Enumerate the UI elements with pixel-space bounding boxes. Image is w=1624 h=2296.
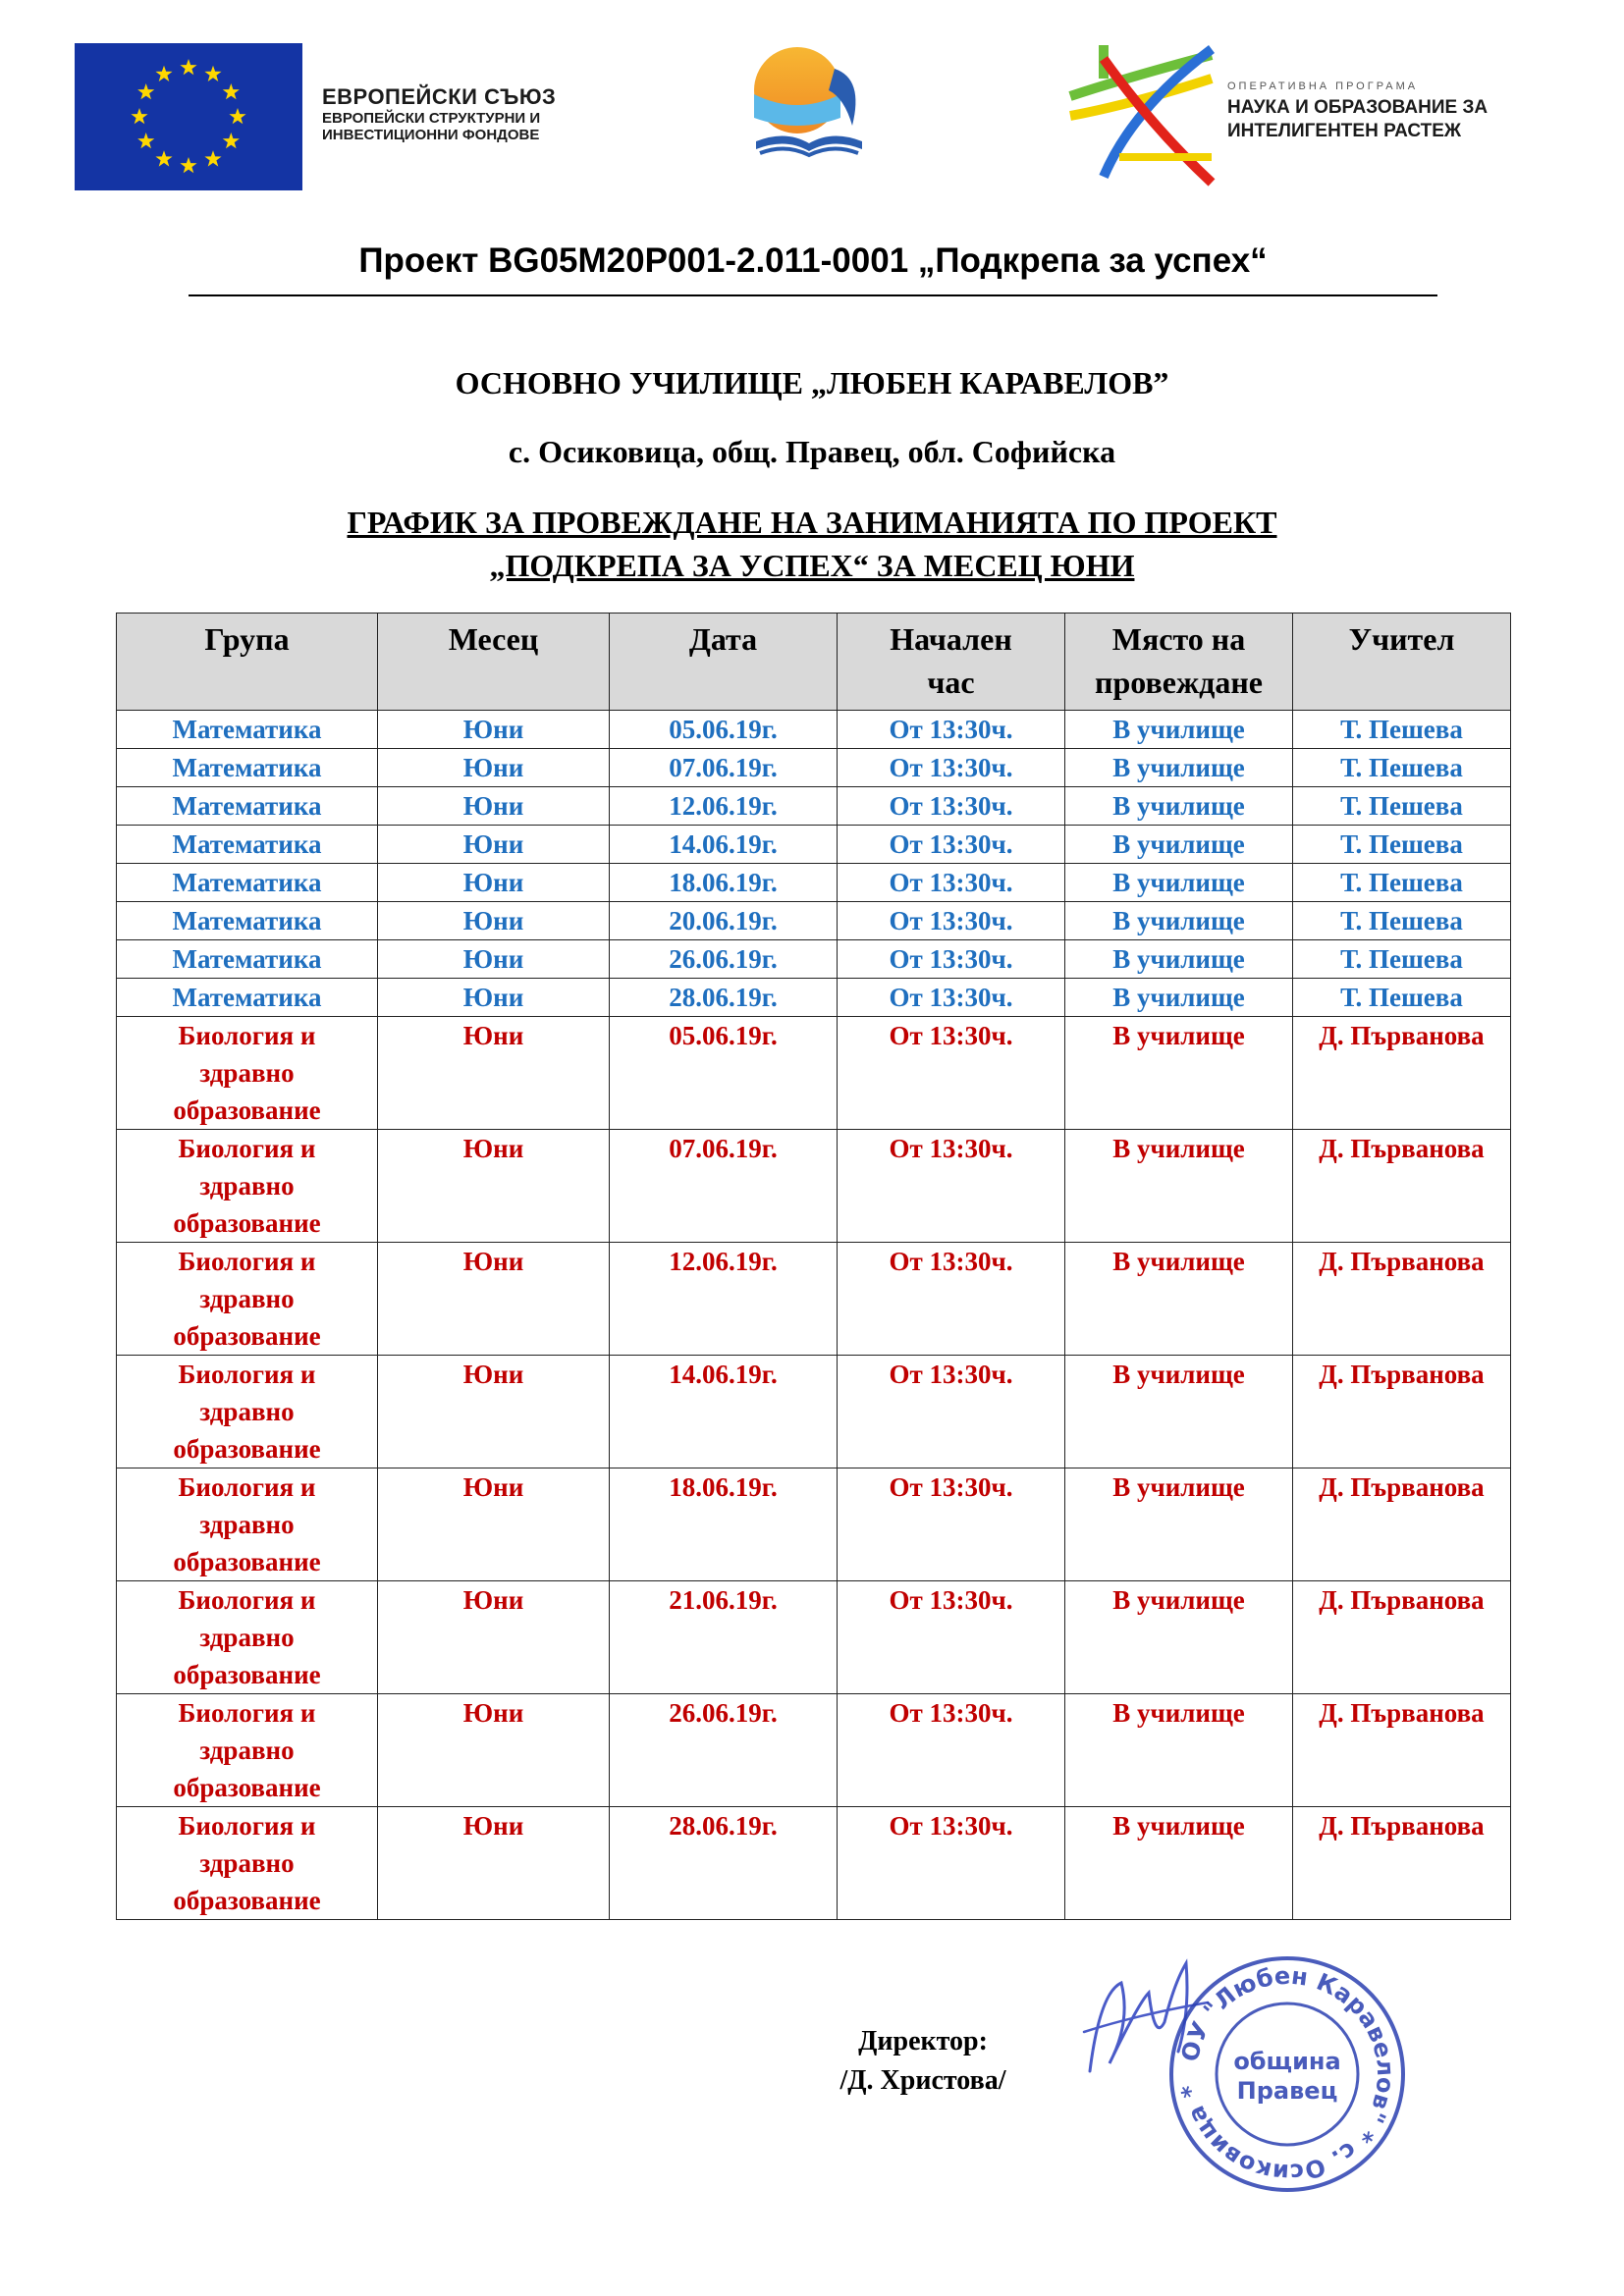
eu-star-icon bbox=[204, 150, 221, 166]
cell-start: От 13:30ч. bbox=[838, 787, 1065, 826]
cell-start: От 13:30ч. bbox=[838, 1807, 1065, 1920]
cell-teacher: Т. Пешева bbox=[1293, 711, 1511, 749]
cell-group: Математика bbox=[117, 749, 378, 787]
cell-group bbox=[117, 1130, 378, 1243]
cell-group-line1: Биология и bbox=[178, 1134, 316, 1163]
cell-place: В училище bbox=[1065, 902, 1293, 940]
cell-place: В училище bbox=[1065, 1581, 1293, 1694]
cell-group-line2: здравно bbox=[199, 1171, 295, 1201]
cell-group-line1: Биология и bbox=[178, 1247, 316, 1276]
eu-logo-line1: ЕВРОПЕЙСКИ СЪЮЗ bbox=[322, 84, 557, 109]
cell-date: 28.06.19г. bbox=[610, 1807, 838, 1920]
header-teacher: Учител bbox=[1293, 614, 1511, 711]
cell-group-line2: здравно bbox=[199, 1848, 295, 1878]
op-program-logo-mark bbox=[1064, 39, 1221, 187]
schedule-title-line2: „ПОДКРЕПА ЗА УСПЕХ“ ЗА МЕСЕЦ ЮНИ bbox=[489, 548, 1135, 583]
cell-date: 18.06.19г. bbox=[610, 1468, 838, 1581]
project-title-rule bbox=[189, 294, 1437, 296]
cell-teacher: Д. Първанова bbox=[1293, 1694, 1511, 1807]
cell-group-line2: здравно bbox=[199, 1058, 295, 1088]
cell-month: Юни bbox=[378, 1581, 610, 1694]
eu-star-icon bbox=[223, 83, 240, 99]
cell-group-line1: Биология и bbox=[178, 1585, 316, 1615]
cell-group-line1: Биология и bbox=[178, 1698, 316, 1728]
cell-place: В училище bbox=[1065, 979, 1293, 1017]
school-name: ОСНОВНО УЧИЛИЩЕ „ЛЮБЕН КАРАВЕЛОВ” bbox=[455, 365, 1169, 400]
cell-teacher: Т. Пешева bbox=[1293, 940, 1511, 979]
stamp-inner-line1: община bbox=[1233, 2048, 1341, 2075]
cell-group-line2: здравно bbox=[199, 1284, 295, 1313]
cell-month: Юни bbox=[378, 902, 610, 940]
cell-date: 26.06.19г. bbox=[610, 1694, 838, 1807]
cell-group: Математика bbox=[117, 787, 378, 826]
table-row bbox=[117, 1807, 1511, 1920]
school-address: с. Осиковица, общ. Правец, обл. Софийска bbox=[508, 434, 1116, 469]
cell-teacher: Д. Първанова bbox=[1293, 1243, 1511, 1356]
cell-place: В училище bbox=[1065, 1243, 1293, 1356]
cell-group-line3: образование bbox=[173, 1660, 321, 1689]
table-row bbox=[117, 711, 1511, 749]
cell-date: 26.06.19г. bbox=[610, 940, 838, 979]
cell-teacher: Т. Пешева bbox=[1293, 902, 1511, 940]
cell-date: 05.06.19г. bbox=[610, 1017, 838, 1130]
cell-date: 20.06.19г. bbox=[610, 902, 838, 940]
table-row bbox=[117, 1694, 1511, 1807]
cell-month: Юни bbox=[378, 711, 610, 749]
eu-star-icon bbox=[180, 59, 196, 75]
cell-date: 18.06.19г. bbox=[610, 864, 838, 902]
eu-star-icon bbox=[204, 66, 221, 81]
school-stamp bbox=[1164, 1951, 1410, 2197]
cell-group: Математика bbox=[117, 979, 378, 1017]
cell-group-line3: образование bbox=[173, 1434, 321, 1464]
cell-teacher: Д. Първанова bbox=[1293, 1581, 1511, 1694]
cell-group: Математика bbox=[117, 711, 378, 749]
cell-date: 05.06.19г. bbox=[610, 711, 838, 749]
cell-month: Юни bbox=[378, 1243, 610, 1356]
eu-star-icon bbox=[155, 150, 172, 166]
cell-group-line3: образование bbox=[173, 1208, 321, 1238]
cell-start: От 13:30ч. bbox=[838, 1581, 1065, 1694]
eu-logo-text bbox=[322, 84, 556, 143]
cell-date: 28.06.19г. bbox=[610, 979, 838, 1017]
schedule-table bbox=[116, 613, 1511, 1920]
cell-date: 07.06.19г. bbox=[610, 1130, 838, 1243]
cell-teacher: Т. Пешева bbox=[1293, 787, 1511, 826]
cell-start: От 13:30ч. bbox=[838, 1243, 1065, 1356]
op-cross-icon bbox=[1064, 39, 1221, 187]
table-header-row bbox=[117, 614, 1511, 711]
education-logo bbox=[727, 39, 893, 167]
stamp-seal-icon bbox=[1164, 1951, 1410, 2197]
cell-start: От 13:30ч. bbox=[838, 1017, 1065, 1130]
cell-group-line3: образование bbox=[173, 1095, 321, 1125]
cell-group bbox=[117, 1694, 378, 1807]
cell-teacher: Д. Първанова bbox=[1293, 1017, 1511, 1130]
eu-star-icon bbox=[180, 157, 196, 173]
table-row bbox=[117, 1017, 1511, 1130]
cell-teacher: Д. Първанова bbox=[1293, 1807, 1511, 1920]
cell-group-line3: образование bbox=[173, 1886, 321, 1915]
header-place-line2: провеждане bbox=[1095, 665, 1263, 700]
cell-group-line1: Биология и bbox=[178, 1021, 316, 1050]
cell-group bbox=[117, 1581, 378, 1694]
header-place-line1: Място на bbox=[1111, 621, 1246, 657]
eu-star-icon bbox=[137, 133, 154, 148]
table-row bbox=[117, 826, 1511, 864]
cell-group-line3: образование bbox=[173, 1321, 321, 1351]
cell-start: От 13:30ч. bbox=[838, 864, 1065, 902]
eu-star-icon bbox=[229, 108, 245, 124]
table-row bbox=[117, 940, 1511, 979]
cell-start: От 13:30ч. bbox=[838, 826, 1065, 864]
header-start-line1: Начален bbox=[890, 621, 1012, 657]
eu-stars-icon bbox=[75, 43, 302, 190]
cell-teacher: Д. Първанова bbox=[1293, 1356, 1511, 1468]
cell-teacher: Д. Първанова bbox=[1293, 1130, 1511, 1243]
cell-start: От 13:30ч. bbox=[838, 1130, 1065, 1243]
header-group: Група bbox=[117, 614, 378, 711]
cell-month: Юни bbox=[378, 1807, 610, 1920]
cell-month: Юни bbox=[378, 749, 610, 787]
cell-date: 14.06.19г. bbox=[610, 1356, 838, 1468]
cell-start: От 13:30ч. bbox=[838, 1468, 1065, 1581]
cell-place: В училище bbox=[1065, 787, 1293, 826]
cell-group bbox=[117, 1807, 378, 1920]
cell-group bbox=[117, 1356, 378, 1468]
cell-start: От 13:30ч. bbox=[838, 979, 1065, 1017]
cell-group bbox=[117, 1468, 378, 1581]
table-row bbox=[117, 1130, 1511, 1243]
eu-logo-line2: ЕВРОПЕЙСКИ СТРУКТУРНИ И bbox=[322, 110, 541, 127]
cell-teacher: Т. Пешева bbox=[1293, 826, 1511, 864]
cell-month: Юни bbox=[378, 1130, 610, 1243]
cell-start: От 13:30ч. bbox=[838, 940, 1065, 979]
cell-group-line3: образование bbox=[173, 1773, 321, 1802]
cell-place: В училище bbox=[1065, 1130, 1293, 1243]
table-row bbox=[117, 1581, 1511, 1694]
cell-place: В училище bbox=[1065, 1017, 1293, 1130]
cell-date: 21.06.19г. bbox=[610, 1581, 838, 1694]
cell-start: От 13:30ч. bbox=[838, 711, 1065, 749]
table-row bbox=[117, 902, 1511, 940]
cell-start: От 13:30ч. bbox=[838, 1356, 1065, 1468]
cell-month: Юни bbox=[378, 1356, 610, 1468]
cell-group-line1: Биология и bbox=[178, 1811, 316, 1841]
cell-group: Математика bbox=[117, 826, 378, 864]
eu-star-icon bbox=[137, 83, 154, 99]
cell-date: 14.06.19г. bbox=[610, 826, 838, 864]
table-row bbox=[117, 1468, 1511, 1581]
book-sun-icon bbox=[727, 39, 893, 167]
table-row bbox=[117, 1243, 1511, 1356]
cell-teacher: Т. Пешева bbox=[1293, 864, 1511, 902]
cell-group bbox=[117, 1017, 378, 1130]
header-start-line2: час bbox=[927, 665, 975, 700]
eu-star-icon bbox=[131, 108, 147, 124]
cell-start: От 13:30ч. bbox=[838, 749, 1065, 787]
cell-place: В училище bbox=[1065, 1468, 1293, 1581]
eu-star-icon bbox=[155, 66, 172, 81]
cell-month: Юни bbox=[378, 1017, 610, 1130]
cell-group: Математика bbox=[117, 940, 378, 979]
cell-month: Юни bbox=[378, 787, 610, 826]
cell-month: Юни bbox=[378, 979, 610, 1017]
cell-start: От 13:30ч. bbox=[838, 1694, 1065, 1807]
cell-month: Юни bbox=[378, 940, 610, 979]
op-logo-line1: НАУКА И ОБРАЗОВАНИЕ ЗА bbox=[1227, 97, 1489, 118]
cell-month: Юни bbox=[378, 1694, 610, 1807]
cell-group-line2: здравно bbox=[199, 1735, 295, 1765]
cell-start: От 13:30ч. bbox=[838, 902, 1065, 940]
header-date: Дата bbox=[610, 614, 838, 711]
op-program-logo-text bbox=[1227, 80, 1488, 143]
cell-date: 12.06.19г. bbox=[610, 787, 838, 826]
table-row bbox=[117, 1356, 1511, 1468]
director-block bbox=[825, 2022, 1021, 2101]
header-start-time bbox=[838, 614, 1065, 711]
director-name: /Д. Христова/ bbox=[839, 2065, 1006, 2096]
cell-month: Юни bbox=[378, 864, 610, 902]
table-row bbox=[117, 787, 1511, 826]
cell-place: В училище bbox=[1065, 940, 1293, 979]
cell-group-line2: здравно bbox=[199, 1623, 295, 1652]
cell-place: В училище bbox=[1065, 711, 1293, 749]
stamp-outer-text: ОУ "Любен Каравелов" * с. Осиковица * bbox=[1175, 1961, 1400, 2187]
eu-logo-line3: ИНВЕСТИЦИОННИ ФОНДОВЕ bbox=[322, 127, 540, 143]
cell-teacher: Д. Първанова bbox=[1293, 1468, 1511, 1581]
cell-teacher: Т. Пешева bbox=[1293, 749, 1511, 787]
header-month: Месец bbox=[378, 614, 610, 711]
cell-group: Математика bbox=[117, 864, 378, 902]
cell-place: В училище bbox=[1065, 864, 1293, 902]
cell-date: 12.06.19г. bbox=[610, 1243, 838, 1356]
cell-group-line1: Биология и bbox=[178, 1360, 316, 1389]
cell-place: В училище bbox=[1065, 1807, 1293, 1920]
cell-place: В училище bbox=[1065, 1694, 1293, 1807]
eu-flag-logo bbox=[75, 43, 302, 190]
director-label: Директор: bbox=[858, 2026, 988, 2056]
schedule-title-line1: ГРАФИК ЗА ПРОВЕЖДАНЕ НА ЗАНИМАНИЯТА ПО ПРОЕКТ bbox=[347, 505, 1277, 540]
cell-group bbox=[117, 1243, 378, 1356]
cell-group-line1: Биология и bbox=[178, 1472, 316, 1502]
cell-group-line2: здравно bbox=[199, 1510, 295, 1539]
cell-group-line2: здравно bbox=[199, 1397, 295, 1426]
cell-place: В училище bbox=[1065, 1356, 1293, 1468]
cell-month: Юни bbox=[378, 826, 610, 864]
cell-month: Юни bbox=[378, 1468, 610, 1581]
project-title: Проект BG05M20P001-2.011-0001 „Подкрепа за успех“ bbox=[358, 241, 1268, 280]
table-row bbox=[117, 864, 1511, 902]
cell-group: Математика bbox=[117, 902, 378, 940]
cell-place: В училище bbox=[1065, 826, 1293, 864]
header-place bbox=[1065, 614, 1293, 711]
eu-star-icon bbox=[223, 133, 240, 148]
op-logo-small: ОПЕРАТИВНА ПРОГРАМА bbox=[1227, 80, 1419, 92]
schedule-title bbox=[0, 501, 1624, 587]
op-logo-line2: ИНТЕЛИГЕНТЕН РАСТЕЖ bbox=[1227, 121, 1462, 141]
cell-place: В училище bbox=[1065, 749, 1293, 787]
cell-teacher: Т. Пешева bbox=[1293, 979, 1511, 1017]
cell-group-line3: образование bbox=[173, 1547, 321, 1576]
stamp-inner-line2: Правец bbox=[1236, 2077, 1338, 2105]
table-row bbox=[117, 749, 1511, 787]
cell-date: 07.06.19г. bbox=[610, 749, 838, 787]
table-row bbox=[117, 979, 1511, 1017]
